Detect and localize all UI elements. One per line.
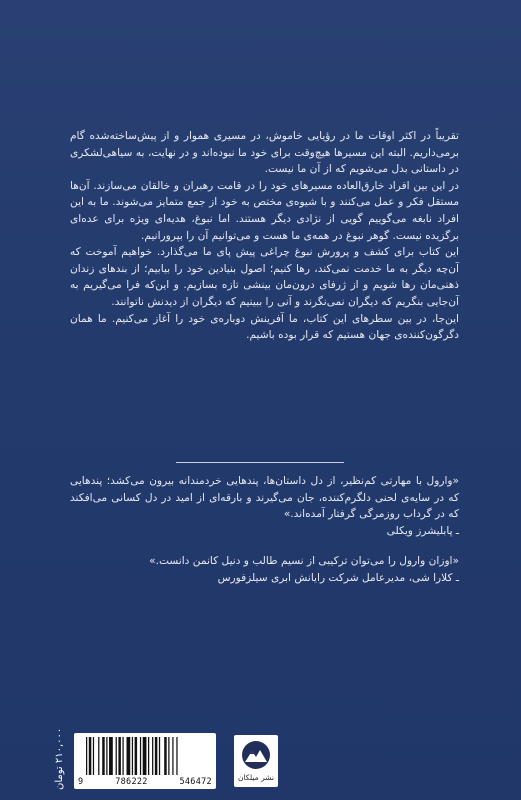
barcode-bar [98,737,99,775]
barcode-bar [122,737,123,775]
barcode [74,733,216,789]
blurb-paragraph-1: تقریباً در اکثر اوقات ما در رؤیایی خاموش، در مسیری هموار و از پیش‌ساخته‌شده گام برمی‌داریم. البته این مسیرها هیچ‌وقت برای خود ما نبوده‌اند و در نهایت، به سیاهی‌لشکری در داستانی بدل می‌شویم که از آن ما نیست. [70,130,459,176]
barcode-bar [164,737,167,775]
blurb-text [70,128,459,344]
quote-text: «اوزان وارول را می‌توان ترکیبی از نسیم طالب و دنیل کانمن دانست.» [149,555,459,567]
blurb-paragraph-4: این‌جا، در بین سطرهای این کتاب، ما آفرینش دوباره‌ی خود را آغاز می‌کنیم. ما همان دگرگون‌کننده‌ی جهان هستیم که قرار بوده باشیم. [70,312,459,342]
quote-attribution: ـ پابلیشرز ویکلی [386,524,459,537]
barcode-bar [89,737,92,775]
quote-attribution: ـ کلارا شی، مدیرعامل شرکت رایانش ابری سیلزفورس [217,571,459,584]
barcode-bar [176,737,177,775]
review-quote-2 [70,553,459,586]
publisher-logo [234,735,278,787]
barcode-bar [172,737,173,775]
quote-text: «وارول با مهارتی کم‌نظیر، از دل داستان‌ها، پندهایی خردمندانه بیرون می‌کشد؛ پندهایی که در سایه‌ی لحنی دلگرم‌کننده، جان می‌گیرند و بارقه‌ای از امید در دل کسانی می‌افکند که در گرداب روزمرگی گرفتار آمده‌اند.» [70,475,459,521]
barcode-bar [106,737,107,775]
barcode-digits [78,777,212,787]
barcode-bar [152,737,153,775]
price-label: ۲۱۰,۰۰۰ تومان [54,727,65,790]
mountain-logo-icon [241,740,271,770]
barcode-bar [135,737,138,775]
barcode-bar [148,737,149,775]
barcode-bar [132,737,133,775]
review-quote-1 [70,473,459,539]
publisher-name: نشر میلکان [238,773,274,782]
barcode-bar [168,737,169,775]
barcode-bar [93,737,94,775]
barcode-bars [86,737,210,775]
barcode-bar [127,737,131,775]
barcode-digit-group: 786222 [115,777,148,787]
barcode-bar [116,737,117,775]
barcode-bar [140,737,141,775]
barcode-bar [143,737,147,775]
divider-line [176,462,344,463]
barcode-bar [118,737,121,775]
blurb-paragraph-3: این کتاب برای کشف و پرورش نبوغ چراغی پیش پای ما می‌گذارد. خواهیم آموخت که آن‌چه دیگر به ما خدمت نمی‌کند، رها کنیم؛ اصول بنیادین خود را بیابیم؛ از بندهای زندان ذهنی‌مان رها شویم و از ژرفای درون‌مان بینشی تازه بسازیم. و این‌که فرا می‌گیریم به آن‌جایی بنگریم که دیگران نمی‌نگرند و آنی را ببینیم که دیگران از دیدنش ناتوانند. [70,246,459,308]
barcode-digit-group: 546472 [179,777,212,787]
barcode-bar [159,737,160,775]
barcode-bar [109,737,113,775]
barcode-bar [102,737,105,775]
barcode-bar [86,737,87,775]
barcode-bar [155,737,158,775]
barcode-digit-group: 9 [78,777,84,787]
blurb-paragraph-2: در این بین افراد خارق‌العاده مسیرهای خود را در قامت رهبران و خالقان می‌سازند. آن‌ها مستقل فکر و عمل می‌کنند و با شیوه‌ی مختص به خود از جمع متمایز می‌شوند. ما به این افراد نابغه می‌گوییم گویی از نژادی دیگر هستند. اما نبوغ، هدیه‌ای ویژه برای عده‌ای برگزیده نیست. گوهر نبوغ در همه‌ی ما هست و می‌توانیم آن را بپرورانیم. [70,179,459,242]
